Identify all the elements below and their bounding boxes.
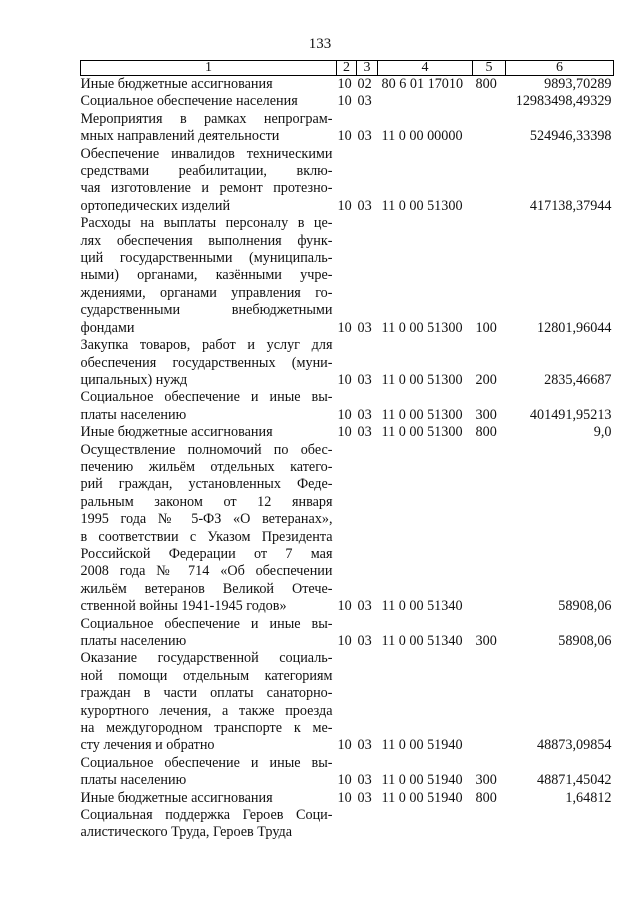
header-col-5: 5 xyxy=(473,61,506,76)
row-name-line: Мероприятия в рамках непрограм- xyxy=(80,110,333,127)
row-target-article xyxy=(378,807,473,842)
row-name-line: чая изготовление и ремонт протезно- xyxy=(80,180,333,197)
row-name-line: лях обеспечения выполнения функ- xyxy=(80,232,333,249)
row-name-line: Иные бюджетные ассигнования xyxy=(80,76,273,92)
header-col-6: 6 xyxy=(506,61,614,76)
row-target-article: 11 0 00 51340 xyxy=(381,633,463,649)
row-amount: 48871,45042 xyxy=(537,772,612,789)
row-section: 10 xyxy=(337,598,352,615)
row-name-line: 2008 года № 714 «Об обеспечении xyxy=(80,563,333,580)
table-row xyxy=(81,389,614,424)
row-expense-type: 200 xyxy=(475,371,497,388)
row-amount xyxy=(506,807,614,842)
table-row xyxy=(81,755,614,790)
row-section: 10 xyxy=(337,197,352,214)
row-subsection: 03 xyxy=(357,772,372,789)
row-section: 10 xyxy=(337,128,352,145)
row-name-line: курортного лечения, а также проезда xyxy=(80,702,333,719)
row-amount: 58908,06 xyxy=(558,633,612,649)
row-name-line: Социальное обеспечение и иные вы- xyxy=(80,615,333,632)
row-section: 10 xyxy=(337,424,352,441)
row-subsection: 03 xyxy=(357,424,372,441)
table-row xyxy=(81,93,614,110)
table-row xyxy=(81,215,614,337)
row-name-line: фондами xyxy=(80,319,135,336)
header-col-1: 1 xyxy=(81,61,337,76)
row-expense-type: 300 xyxy=(475,772,497,789)
row-subsection: 03 xyxy=(357,319,372,336)
row-subsection: 02 xyxy=(357,76,372,92)
row-name xyxy=(81,93,337,110)
row-section: 10 xyxy=(337,371,352,388)
row-name-line: Закупка товаров, работ и услуг для xyxy=(80,337,333,354)
row-expense-type xyxy=(473,807,506,842)
row-section xyxy=(337,807,357,842)
row-name-line: на междугородном транспорте к ме- xyxy=(80,720,333,737)
row-section: 10 xyxy=(337,789,352,806)
row-name-line: Социальное обеспечение и иные вы- xyxy=(80,754,333,771)
row-section: 10 xyxy=(337,76,352,92)
row-name-line: Социальное обеспечение населения xyxy=(80,93,298,110)
row-name-line: Расходы на выплаты персоналу в це- xyxy=(80,215,333,232)
row-target-article: 11 0 00 51300 xyxy=(381,197,463,214)
row-target-article xyxy=(378,93,473,110)
row-name xyxy=(81,424,337,441)
row-subsection: 03 xyxy=(357,197,372,214)
row-expense-type xyxy=(473,650,506,754)
row-expense-type xyxy=(473,442,506,616)
table-row xyxy=(81,807,614,842)
row-name-line: Иные бюджетные ассигнования xyxy=(80,424,273,441)
page-number: 133 xyxy=(308,36,332,52)
row-subsection: 03 xyxy=(357,789,372,806)
row-name-line: печению жильём отдельных катего- xyxy=(80,458,333,475)
row-subsection: 03 xyxy=(357,633,372,649)
row-name-line: 1995 года № 5-ФЗ «О ветеранах», xyxy=(80,511,333,528)
row-expense-type xyxy=(473,93,506,110)
row-name-line: платы населению xyxy=(80,772,187,789)
row-amount: 12801,96044 xyxy=(537,319,612,336)
row-section: 10 xyxy=(337,772,352,789)
row-expense-type: 300 xyxy=(475,406,497,423)
row-name-line: платы населению xyxy=(80,633,187,649)
row-name-line: ральным законом от 12 января xyxy=(80,493,333,510)
table-row xyxy=(81,790,614,807)
row-target-article: 11 0 00 51300 xyxy=(381,424,463,441)
budget-table xyxy=(80,60,614,842)
row-name-line: Обеспечение инвалидов техническими средствами реабилитации, вклю- xyxy=(80,145,333,180)
row-subsection: 03 xyxy=(357,406,372,423)
row-name-line: ственной войны 1941-1945 годов» xyxy=(80,598,287,615)
table-row xyxy=(81,111,614,146)
row-name xyxy=(81,389,337,424)
row-name xyxy=(81,146,337,216)
row-subsection: 03 xyxy=(357,598,372,615)
row-name xyxy=(81,111,337,146)
table-body xyxy=(81,76,614,842)
row-expense-type: 800 xyxy=(475,424,497,441)
table-row xyxy=(81,146,614,216)
row-target-article: 11 0 00 51940 xyxy=(381,789,463,806)
table-row xyxy=(81,442,614,616)
row-name-line: Осуществление полномочий по обес- xyxy=(80,441,333,458)
row-amount: 9893,70289 xyxy=(544,76,612,92)
row-name-line: ортопедических изделий xyxy=(80,197,231,214)
table-row xyxy=(81,424,614,441)
row-expense-type xyxy=(473,146,506,216)
row-amount: 417138,37944 xyxy=(529,197,612,214)
row-target-article: 11 0 00 51300 xyxy=(381,406,463,423)
row-name-line: ций государственными (муниципаль- xyxy=(80,250,333,267)
row-target-article: 11 0 00 00000 xyxy=(381,128,463,145)
row-name-line: ждениями, органами управления го- xyxy=(80,284,333,301)
row-name xyxy=(81,616,337,651)
row-name-line: граждан в части оплаты санаторно- xyxy=(80,685,333,702)
row-amount: 2835,46687 xyxy=(544,371,612,388)
row-name xyxy=(81,650,337,754)
row-name-line: ными) органами, казёнными учре- xyxy=(80,267,333,284)
row-name xyxy=(81,442,337,616)
row-amount: 12983498,49329 xyxy=(515,93,612,110)
row-subsection: 03 xyxy=(357,128,372,145)
row-name-line: жильём ветеранов Великой Отече- xyxy=(80,580,333,597)
row-name-line: Оказание государственной социаль- xyxy=(80,650,333,667)
row-section: 10 xyxy=(337,93,352,110)
row-name-line: алистического Труда, Героев Труда xyxy=(80,824,293,841)
row-subsection: 03 xyxy=(357,93,372,110)
row-name-line: Иные бюджетные ассигнования xyxy=(80,789,273,806)
row-expense-type: 800 xyxy=(475,789,497,806)
table-header xyxy=(81,61,614,76)
row-name-line: Социальное обеспечение и иные вы- xyxy=(80,389,333,406)
row-target-article: 11 0 00 51300 xyxy=(381,371,463,388)
row-name xyxy=(81,755,337,790)
row-name xyxy=(81,337,337,389)
row-name xyxy=(81,790,337,807)
row-name-line: в соответствии с Указом Президента xyxy=(80,528,333,545)
row-target-article: 11 0 00 51940 xyxy=(381,737,463,754)
row-subsection: 03 xyxy=(357,371,372,388)
row-name-line: сударственными внебюджетными xyxy=(80,302,333,319)
row-name xyxy=(81,807,337,842)
row-amount: 9,0 xyxy=(593,424,612,441)
row-name xyxy=(81,76,337,94)
row-section: 10 xyxy=(337,319,352,336)
header-col-3: 3 xyxy=(357,61,378,76)
row-expense-type xyxy=(473,111,506,146)
row-subsection xyxy=(357,807,378,842)
row-expense-type: 800 xyxy=(475,76,497,92)
table-row xyxy=(81,337,614,389)
table-row xyxy=(81,616,614,651)
row-target-article: 11 0 00 51340 xyxy=(381,598,463,615)
row-name-line: Социальная поддержка Героев Соци- xyxy=(80,807,333,824)
row-amount: 524946,33398 xyxy=(529,128,612,145)
row-amount: 1,64812 xyxy=(565,789,612,806)
row-amount: 48873,09854 xyxy=(537,737,612,754)
row-name-line: ной помощи отдельным категориям xyxy=(80,667,333,684)
row-name-line: обеспечения государственных (муни- xyxy=(80,354,333,371)
table-row xyxy=(81,650,614,754)
row-subsection: 03 xyxy=(357,737,372,754)
row-expense-type: 100 xyxy=(475,319,497,336)
row-name-line: мных направлений деятельности xyxy=(80,128,280,145)
row-target-article: 11 0 00 51940 xyxy=(381,772,463,789)
header-row xyxy=(81,61,614,76)
row-amount: 401491,95213 xyxy=(529,406,612,423)
row-amount: 58908,06 xyxy=(558,598,612,615)
row-name-line: сту лечения и обратно xyxy=(80,737,215,754)
row-name-line: Российской Федерации от 7 мая xyxy=(80,545,333,562)
row-name-line: ципальных) нужд xyxy=(80,371,188,388)
row-name-line: рий граждан, установленных Феде- xyxy=(80,476,333,493)
row-target-article: 11 0 00 51300 xyxy=(381,319,463,336)
header-col-4: 4 xyxy=(378,61,473,76)
row-name xyxy=(81,215,337,337)
row-name-line: платы населению xyxy=(80,406,187,423)
header-col-2: 2 xyxy=(337,61,357,76)
row-expense-type: 300 xyxy=(475,633,497,649)
row-section: 10 xyxy=(337,633,352,649)
row-target-article: 80 6 01 17010 xyxy=(381,76,464,92)
table-row xyxy=(81,76,614,94)
row-section: 10 xyxy=(337,737,352,754)
row-section: 10 xyxy=(337,406,352,423)
